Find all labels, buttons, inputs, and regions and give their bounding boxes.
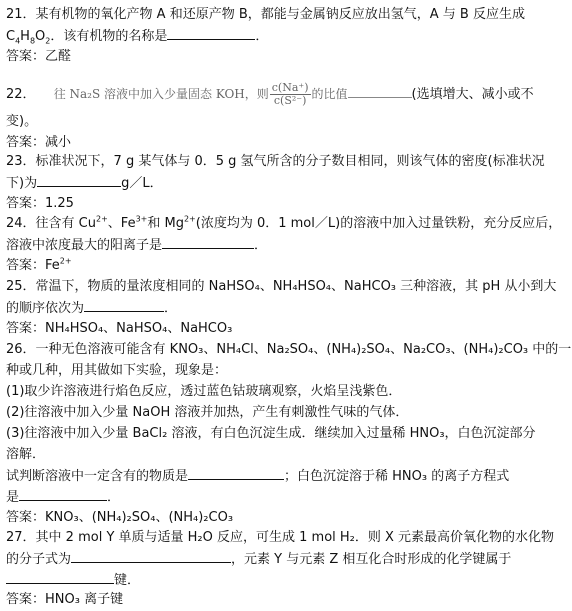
q22-fraction: $\frac{c(Na^+)}{\text{c(S²⁻)}}$ xyxy=(271,81,309,107)
q27-line2: 的分子式为 ，元素 Y 与元素 Z 相互化合时形成的化学键属于 xyxy=(6,549,511,569)
q26-answer: 答案：KNO₃、(NH₄)₂SO₄、(NH₄)₂CO₃ xyxy=(6,510,234,525)
q26-line1: 26．一种无色溶液可能含有 KNO₃、NH₄Cl、Na₂SO₄、(NH₄)₂SO₄、Na₂CO₃、(NH₄)₂CO₃ 中的一 xyxy=(6,342,572,357)
q26-answer-blank-2 xyxy=(19,487,107,501)
q22-embedded-text-image: 往 Na₂S 溶液中加入少量固态 KOH，则 $\frac{c(Na^+)}{\text{c(S²⁻)}}$ 的比值 xyxy=(53,81,348,107)
q25-answer: 答案：NH₄HSO₄、NaHSO₄、NaHCO₃ xyxy=(6,321,233,336)
q23-line1: 23．标准状况下，7 g 某气体与 0．5 g 氢气所含的分子数目相同，则该气体的密度(标准状况 xyxy=(6,154,545,169)
q27-line3: 键． xyxy=(6,570,140,590)
q26-line6: 溶解． xyxy=(6,447,46,462)
q24-line2: 溶液中浓度最大的阳离子是 ． xyxy=(6,235,267,255)
q23-answer-blank xyxy=(37,173,121,187)
q27-answer: 答案：HNO₃ 离子键 xyxy=(6,592,124,607)
q27-answer-blank-2 xyxy=(6,570,114,584)
q21-line2: $C_4H_8O_2$．该有机物的名称是 ． xyxy=(6,26,268,46)
q25-line2: 的顺序依次为 ． xyxy=(6,298,177,318)
q24-answer: 答案：$Fe^{2+}$ xyxy=(6,256,72,273)
q22-answer-blank xyxy=(348,84,412,98)
q25-answer-blank xyxy=(84,298,164,312)
q24-line1: 24．往含有 $Cu^{2+}$、$Fe^{3+}$和 $Mg^{2+}$(浓度均为 0．1 mol／L)的溶液中加入过量铁粉，充分反应后， xyxy=(6,214,562,231)
q26-line5: (3)往溶液中加入少量 BaCl₂ 溶液，有白色沉淀生成．继续加入过量稀 HNO₃，白色沉淀部分 xyxy=(6,426,536,441)
q22-line2: 变)。 xyxy=(6,114,38,129)
q21-answer: 答案：乙醛 xyxy=(6,49,72,64)
q26-line3: (1)取少许溶液进行焰色反应，透过蓝色钴玻璃观察，火焰呈浅紫色． xyxy=(6,384,402,399)
q23-line2: 下)为 g／L． xyxy=(6,173,163,193)
q26-line4: (2)往溶液中加入少量 NaOH 溶液并加热，产生有刺激性气味的气体． xyxy=(6,405,409,420)
q26-answer-blank-1 xyxy=(188,466,284,480)
q27-line1: 27．其中 2 mol Y 单质与适量 H₂O 反应，可生成 1 mol H₂．则 X 元素最高价氧化物的水化物 xyxy=(6,530,555,545)
q23-answer: 答案：1.25 xyxy=(6,196,74,211)
q22-answer: 答案：减小 xyxy=(6,135,72,150)
q21-formula: $C_4H_8O_2$ xyxy=(6,29,51,46)
q21-answer-blank xyxy=(167,26,255,40)
q22-line1: 22． 往 Na₂S 溶液中加入少量固态 KOH，则 $\frac{c(Na^+)}{\text{c(S²⁻)}}$ 的比值 (选填增大、减小或不 xyxy=(6,81,534,107)
q24-answer-blank xyxy=(162,235,254,249)
q21-line1: 21．某有机物的氧化产物 A 和还原产物 B，都能与金属钠反应放出氢气，A 与 B 反应生成 xyxy=(6,7,525,22)
q25-line1: 25．常温下，物质的量浓度相同的 NaHSO₄、NH₄HSO₄、NaHCO₃ 三种溶液，其 pH 从小到大 xyxy=(6,279,557,294)
q27-answer-blank-1 xyxy=(71,549,231,563)
q26-line2: 种或几种，用其做如下实验，现象是： xyxy=(6,363,228,378)
q26-line7: 试判断溶液中一定含有的物质是 ；白色沉淀溶于稀 HNO₃ 的离子方程式 xyxy=(6,466,509,486)
q26-line8: 是 ． xyxy=(6,487,120,507)
